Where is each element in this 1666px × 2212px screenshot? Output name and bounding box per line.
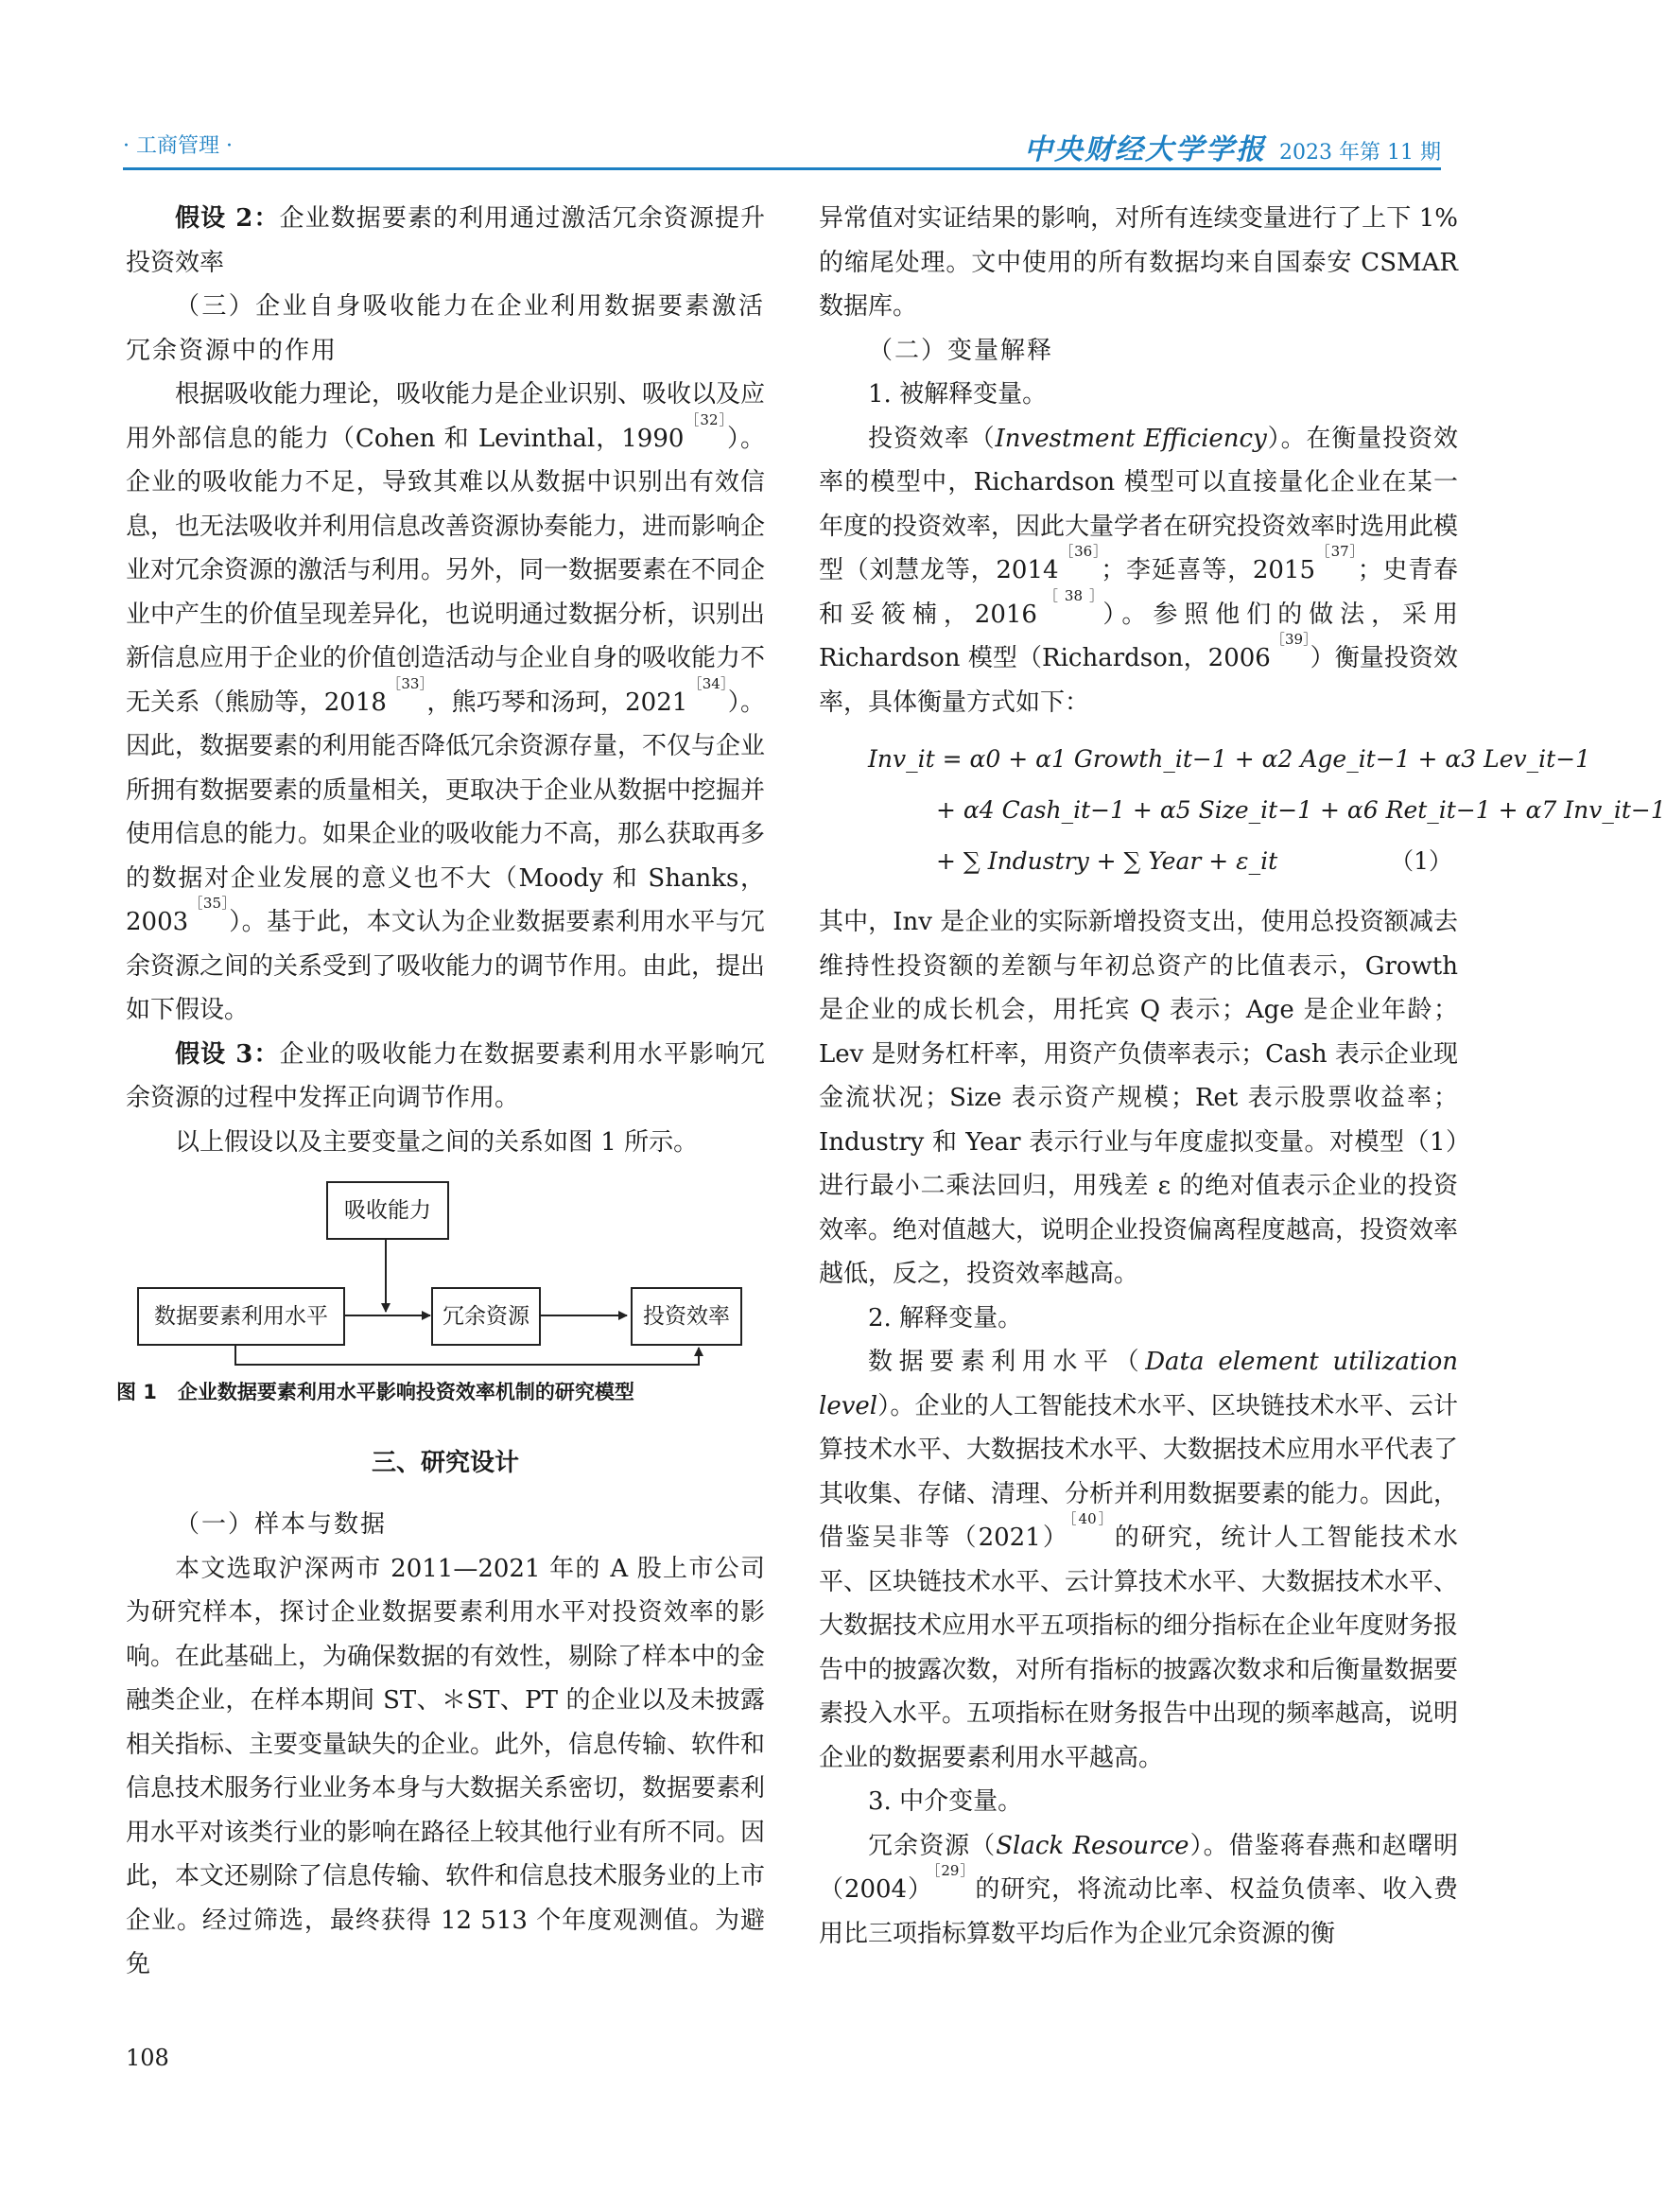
figure-number: 图 1: [116, 1381, 157, 1403]
citation-39: ［39］: [1270, 631, 1310, 648]
equation-1: [819, 732, 1666, 893]
citation-38: ［38］: [1036, 586, 1103, 604]
citation-32: ［32］: [684, 410, 727, 428]
data-utilization-paragraph: [819, 1340, 1458, 1780]
citation-40: ［40］: [1068, 1510, 1115, 1527]
text-run: ，熊巧琴和汤珂，2021: [426, 688, 688, 717]
left-column: [116, 197, 766, 1987]
arrow-data-to-invest: [235, 1344, 699, 1365]
subsection-1-heading: （一）样本与数据: [175, 1510, 388, 1539]
equation-number: （1）: [1390, 847, 1452, 875]
section-3-title: 三、研究设计: [371, 1449, 519, 1477]
winsorize-paragraph: 异常值对实证结果的影响，对所有连续变量进行了上下 1% 的缩尾处理。文中使用的所有数据均来自国泰安 CSMAR 数据库。: [819, 204, 1458, 321]
page-number: 108: [126, 2045, 169, 2071]
box-slack-resource: 冗余资源: [431, 1287, 541, 1346]
equation-line-1: Inv_it = α0 + α1 Growth_it−1 + α2 Age_it−1 + α3 Lev_it−1: [868, 745, 1591, 773]
citation-36: ［36］: [1058, 543, 1102, 560]
text-run: 冗余资源（: [868, 1831, 997, 1860]
journal-info: [1024, 126, 1441, 167]
journal-name: 中央财经大学学报: [1024, 133, 1267, 166]
slack-resource-paragraph: [819, 1824, 1458, 1957]
citation-35: ［35］: [188, 895, 230, 912]
item-1-heading: 1. 被解释变量。: [868, 380, 1048, 409]
text-run: 的研究，将流动比率、权益负债率、收入费用比三项指标算数平均后作为企业冗余资源的衡: [819, 1875, 1458, 1948]
subsection-2-heading: （二）变量解释: [868, 336, 1054, 365]
text-run: ）。借鉴蒋春燕和赵曙明（2004）: [819, 1831, 1458, 1904]
text-run: ）。企业的吸收能力不足，导致其难以从数据中识别出有效信息，也无法吸收并利用信息改善资源协奏能力，进而影响企业对冗余资源的激活与利用。另外，同一数据要素在不同企业中产生的价值呈现差异化，也说明通过数据分析，识别出新信息应用于企业的价值创造活动与企业自身的吸收能力不无关系（熊励等，2018: [126, 424, 766, 717]
text-run: ）。基于此，本文认为企业数据要素利用水平与冗余资源之间的关系受到了吸收能力的调节作用。由此，提出如下假设。: [126, 908, 766, 1024]
text-run: ）。企业的人工智能技术水平、区块链技术水平、云计算技术水平、大数据技术水平、大数据技术应用水平代表了其收集、存储、清理、分析并利用数据要素的能力。因此，借鉴吴非等（2021）: [819, 1391, 1459, 1552]
term-data-element: Data element utilization level: [819, 1348, 1458, 1420]
hypothesis-2-text: 企业数据要素的利用通过激活冗余资源提升投资效率: [126, 204, 765, 277]
sample-data-paragraph: 本文选取沪深两市 2011—2021 年的 A 股上市公司为研究样本，探讨企业数据要素利用水平对投资效率的影响。在此基础上，为确保数据的有效性，剔除了样本中的金融类企业，在样本期间 ST、＊ST、PT 的企业以及未披露相关指标、主要变量缺失的企业。此外，信息传输、软件和信息技术服务行业业务本身与大数据关系密切，数据要素利用水平对该类行业的影响在路径上较其他行业有所不同。因此，本文还剔除了信息传输、软件和信息技术服务业的上市企业。经过筛选，最终获得 12 513 个年度观测值。为避免: [126, 1554, 766, 1978]
hypothesis-3-label: 假设 3：: [175, 1039, 280, 1069]
hypothesis-3: [126, 1033, 765, 1121]
box-absorptive-capacity: 吸收能力: [326, 1181, 449, 1240]
figure-caption: [116, 1376, 759, 1408]
item-2-heading: 2. 解释变量。: [868, 1303, 1023, 1332]
text-run: 根据吸收能力理论，吸收能力是企业识别、吸收以及应用外部信息的能力（Cohen 和 Levinthal，1990: [126, 380, 766, 453]
variable-definition-paragraph: 其中，Inv 是企业的实际新增投资支出，使用总投资额减去维持性投资额的差额与年初总资产的比值表示，Growth 是企业的成长机会，用托宾 Q 表示；Age 是企业年龄；Lev 是财务杠杆率，用资产负债率表示；Cash 表示企业现金流状况；Size 表示资产规模；Ret 表示股票收益率；Industry 和 Year 表示行业与年度虚拟变量。对模型（1）进行最小二乘法回归，用残差 ε 的绝对值表示企业的投资效率。绝对值越大，说明企业投资偏离程度越高，投资效率越低，反之，投资效率越高。: [819, 908, 1459, 1288]
text-run: ）。参照他们的做法，采用 Richardson 模型（Richardson，2006: [819, 600, 1458, 672]
hypothesis-3-text: 企业的吸收能力在数据要素利用水平影响冗余资源的过程中发挥正向调节作用。: [126, 1039, 765, 1112]
research-model-figure: [116, 1168, 765, 1403]
box-investment-efficiency: 投资效率: [631, 1287, 742, 1346]
citation-37: ［37］: [1315, 543, 1358, 560]
text-run: 数据要素利用水平（: [868, 1348, 1146, 1376]
text-run: ；史青春和妥筱楠，2016: [819, 556, 1459, 629]
section-label: · 工商管理 ·: [123, 134, 233, 158]
hypothesis-2-label: 假设 2：: [175, 204, 280, 233]
issue-label: 2023 年第 11 期: [1279, 141, 1441, 165]
running-header: [123, 126, 1441, 170]
term-slack-resource: Slack Resource: [996, 1831, 1189, 1860]
equation-line-3: + ∑ Industry + ∑ Year + ε_it: [936, 847, 1278, 875]
hypothesis-2: [126, 197, 765, 285]
text-run: 的研究，统计人工智能技术水平、区块链技术水平、云计算技术水平、大数据技术水平、大数据技术应用水平五项指标的细分指标在企业年度财务报告中的披露次数，对所有指标的披露次数求和后衡量数据要素投入水平。五项指标在财务报告中出现的频率越高，说明企业的数据要素利用水平越高。: [819, 1524, 1459, 1772]
figure-intro-paragraph: 以上假设以及主要变量之间的关系如图 1 所示。: [175, 1127, 699, 1157]
text-run: ）。因此，数据要素的利用能否降低冗余资源存量，不仅与企业所拥有数据要素的质量相关，更取决于企业从数据中挖掘并使用信息的能力。如果企业的吸收能力不高，那么获取再多的数据对企业发展的意义也不大（Moody 和 Shanks，2003: [126, 688, 766, 936]
box-data-utilization: 数据要素利用水平: [137, 1287, 345, 1346]
investment-efficiency-paragraph: [819, 417, 1458, 725]
citation-33: ［33］: [386, 674, 427, 692]
citation-34: ［34］: [687, 674, 728, 692]
text-run: ）。在衡量投资效率的模型中，Richardson 模型可以直接量化企业在某一年度的投资效率，因此大量学者在研究投资效率时选用此模型（刘慧龙等，2014: [819, 424, 1459, 584]
item-3-heading: 3. 中介变量。: [868, 1787, 1023, 1816]
text-run: ）衡量投资效率，具体衡量方式如下：: [819, 644, 1458, 717]
equation-line-2: + α4 Cash_it−1 + α5 Size_it−1 + α6 Ret_it−1 + α7 Inv_it−1: [936, 796, 1666, 824]
text-run: 投资效率（: [868, 424, 996, 453]
term-investment-efficiency: Investment Efficiency: [995, 424, 1267, 453]
figure-caption-text: 企业数据要素利用水平影响投资效率机制的研究模型: [177, 1381, 634, 1403]
subsection-3-heading: （三）企业自身吸收能力在企业利用数据要素激活冗余资源中的作用: [126, 292, 765, 365]
right-column: [819, 197, 1666, 1956]
text-run: ；李延喜等，2015: [1101, 556, 1316, 584]
absorption-paragraph: [126, 373, 765, 1033]
citation-29: ［29］: [932, 1862, 976, 1879]
